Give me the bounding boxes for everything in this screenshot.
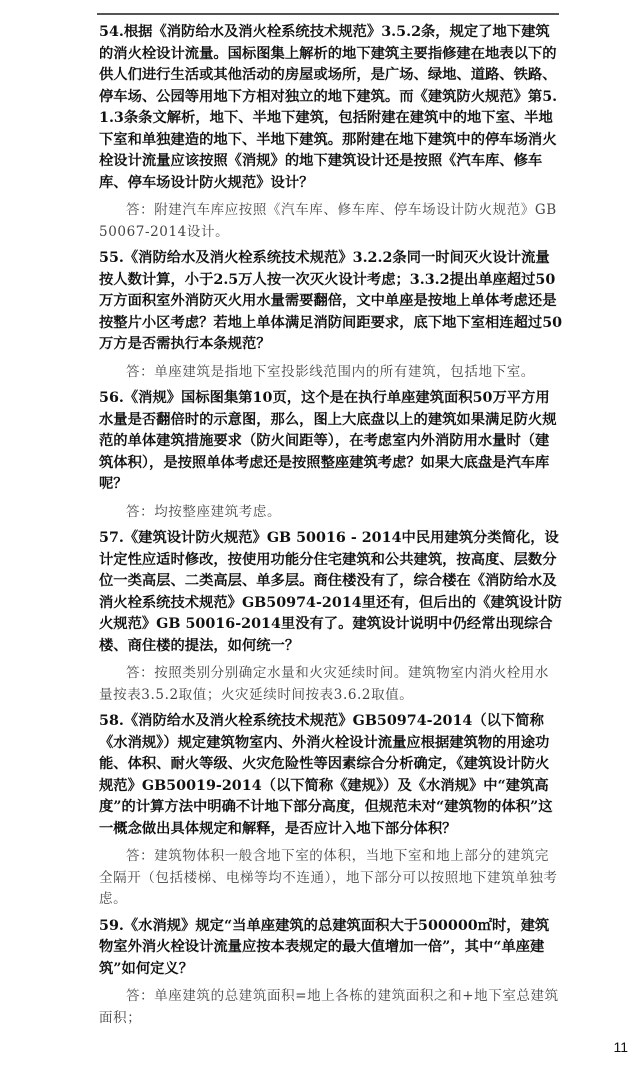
question-54: 54.根据《消防给水及消火栓系统技术规范》3.5.2条，规定了地下建筑的消火栓设计流量。国标图集上解析的地下建筑主要指修建在地表以下的供人们进行生活或其他活动的房屋或场所，是广场、绿地、道路、铁路、停车场、公园等用地下方相对独立的地下建筑。而《建筑防火规范》第5.1.3条条文解析，地下、半地下建筑，包括附建在建筑中的地下室、半地下室和单独建造的地下、半地下建筑。那附建在地下建筑中的停车场消火栓设计流量应该按照《消规》的地下建筑设计还是按照《汽车库、修车库、停车场设计防火规范》设计？ <box>99 24 558 191</box>
answer-58: 答：建筑物体积一般含地下室的体积，当地下室和地上部分的建筑完全隔开（包括楼梯、电梯等均不连通），地下部分可以按照地下建筑单独考虑。 <box>99 848 558 907</box>
answer-56: 答：均按整座建筑考虑。 <box>126 503 282 520</box>
question-56: 56.《消规》国标图集第10页，这个是在执行单座建筑面积50万平方用水量是否翻倍时的示意图，那么，图上大底盘以上的建筑如果满足防火规范的单体建筑措施要求（防火间距等），在考虑室内外消防用水量时（建筑体积），是按照单体考虑还是按照整座建筑考虑？如果大底盘是汽车库呢？ <box>99 390 557 492</box>
question-58: 58.《消防给水及消火栓系统技术规范》GB50974-2014（以下简称《水消规》）规定建筑物室内、外消火栓设计流量应根据建筑物的用途功能、体积、耐火等级、火灾危险性等因素综合分析确定，《建筑设计防火规范》GB50019-2014（以下简称《建规》）及《水消规》中“建筑高度”的计算方法中明确不计地下部分高度，但规范未对“建筑物的体积”这一概念做出具体规定和解释，是否应计入地下部分体积？ <box>99 713 553 837</box>
answer-54: 答：附建汽车库应按照《汽车库、修车库、停车场设计防火规范》GB 50067-2014设计。 <box>99 202 557 240</box>
answer-57: 答：按照类别分别确定水量和火灾延续时间。建筑物室内消火栓用水量按表3.5.2取值；火灾延续时间按表3.6.2取值。 <box>99 665 549 703</box>
answer-55: 答：单座建筑是指地下室投影线范围内的所有建筑，包括地下室。 <box>126 363 535 380</box>
question-55: 55.《消防给水及消火栓系统技术规范》3.2.2条同一时间灭火设计流量按人数计算，小于2.5万人按一次灭火设计考虑；3.3.2提出单座超过50万方面积室外消防灭火用水量需要翻倍，文中单座是按地上单体考虑还是按整片小区考虑？若地上单体满足消防间距要求，底下地下室相连超过50万方是否需执行本条规范？ <box>99 250 563 352</box>
answer-59: 答：单座建筑的总建筑面积=地上各栋的建筑面积之和+地下室总建筑面积； <box>99 988 559 1026</box>
document-body <box>99 15 563 1029</box>
page-number: 11 <box>613 1039 628 1055</box>
question-59: 59.《水消规》规定“当单座建筑的总建筑面积大于500000㎡时，建筑物室外消火栓设计流量应按本表规定的最大值增加一倍”，其中“单座建筑”如何定义？ <box>99 917 550 977</box>
question-57: 57.《建筑设计防火规范》GB 50016 - 2014中民用建筑分类简化，设计定性应适时修改，按使用功能分住宅建筑和公共建筑，按高度、层数分位一类高层、二类高层、单多层。商住楼没有了，综合楼在《消防给水及消火栓系统技术规范》GB50974-2014里还有，但后出的《建筑设计防火规范》GB 50016-2014里没有了。建筑设计说明中仍经常出现综合楼、商住楼的提法，如何统一？ <box>99 530 562 654</box>
